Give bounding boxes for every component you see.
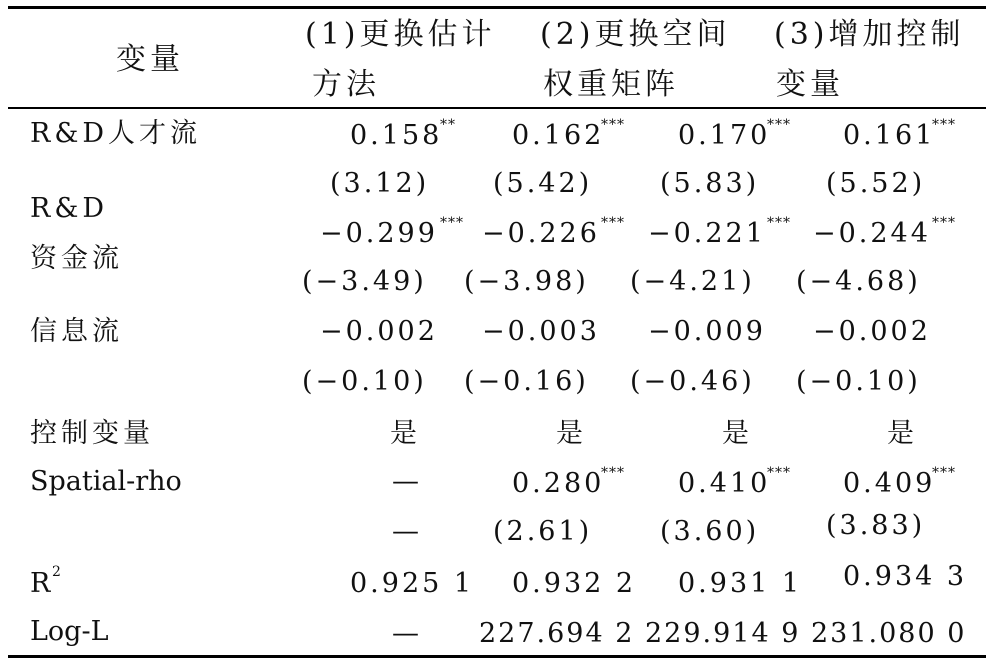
- capital-coef-col4: −0.244: [813, 218, 931, 249]
- info-t-col3: (−0.46): [630, 366, 755, 397]
- talent-t-col3: (5.83): [660, 168, 760, 199]
- control-col2: 是: [556, 418, 587, 449]
- talent-coef-col3: 0.170: [678, 120, 771, 151]
- talent-sig-col1: **: [440, 117, 456, 133]
- control-col1: 是: [390, 418, 421, 449]
- rho-coef-col4: 0.409: [843, 468, 936, 499]
- talent-coef-col2: 0.162: [512, 120, 605, 151]
- talent-t-col1: (3.12): [330, 168, 430, 199]
- r2-col4: 0.934 3: [843, 561, 968, 592]
- logl-col2: 227.694 2: [479, 618, 635, 649]
- rho-t-col2: (2.61): [493, 516, 593, 547]
- info-coef-col1: −0.002: [320, 316, 438, 347]
- capital-sig-col2: ***: [601, 215, 625, 231]
- label-r2: R: [30, 568, 55, 599]
- header-col3-line2: 变量: [776, 67, 844, 102]
- rho-coef-col3: 0.410: [678, 468, 771, 499]
- logl-col4: 231.080 0: [811, 618, 967, 649]
- header-col2-line2: 权重矩阵: [543, 67, 679, 102]
- top-rule: [8, 6, 986, 9]
- rho-coef-col1: —: [392, 466, 422, 497]
- control-col4: 是: [887, 418, 918, 449]
- capital-sig-col4: ***: [932, 215, 956, 231]
- info-coef-col3: −0.009: [648, 316, 766, 347]
- rho-sig-col3: ***: [767, 465, 791, 481]
- label-rd-talent: R&D人才流: [30, 118, 202, 149]
- header-col1-line1: (1)更换估计: [305, 17, 496, 52]
- header-col1-line2: 方法: [312, 67, 380, 102]
- bottom-rule: [8, 655, 986, 658]
- rho-t-col4: (3.83): [826, 510, 926, 541]
- logl-col1: —: [392, 618, 422, 649]
- label-info-flow: 信息流: [30, 316, 123, 347]
- talent-sig-col2: ***: [601, 117, 625, 133]
- label-rd-capital-line2: 资金流: [30, 243, 123, 274]
- rho-sig-col2: ***: [601, 465, 625, 481]
- header-col2-line1: (2)更换空间: [540, 17, 731, 52]
- capital-coef-col3: −0.221: [648, 218, 766, 249]
- capital-t-col1: (−3.49): [302, 266, 427, 297]
- info-t-col1: (−0.10): [302, 366, 427, 397]
- talent-coef-col4: 0.161: [843, 120, 936, 151]
- header-rule: [8, 107, 986, 109]
- talent-sig-col3: ***: [767, 117, 791, 133]
- logl-col3: 229.914 9: [645, 618, 801, 649]
- capital-sig-col3: ***: [767, 215, 791, 231]
- capital-t-col2: (−3.98): [464, 266, 589, 297]
- header-col3-line1: (3)增加控制: [774, 17, 965, 52]
- info-t-col4: (−0.10): [796, 366, 921, 397]
- r2-col1: 0.925 1: [350, 568, 475, 599]
- header-variable: 变量: [116, 42, 184, 77]
- capital-t-col4: (−4.68): [796, 266, 921, 297]
- r2-col3: 0.931 1: [678, 568, 803, 599]
- rho-t-col1: —: [392, 516, 422, 547]
- info-coef-col2: −0.003: [482, 316, 600, 347]
- capital-coef-col2: −0.226: [482, 218, 600, 249]
- rho-coef-col2: 0.280: [512, 468, 605, 499]
- label-logl: Log-L: [30, 616, 109, 647]
- label-rd-capital-line1: R&D: [30, 193, 109, 224]
- info-t-col2: (−0.16): [464, 366, 589, 397]
- capital-sig-col1: ***: [440, 215, 464, 231]
- r2-col2: 0.932 2: [512, 568, 637, 599]
- talent-t-col2: (5.42): [493, 168, 593, 199]
- label-control: 控制变量: [30, 418, 154, 449]
- talent-coef-col1: 0.158: [350, 120, 443, 151]
- capital-coef-col1: −0.299: [320, 218, 438, 249]
- info-coef-col4: −0.002: [813, 316, 931, 347]
- rho-t-col3: (3.60): [660, 516, 760, 547]
- talent-t-col4: (5.52): [826, 168, 926, 199]
- control-col3: 是: [722, 418, 753, 449]
- rho-sig-col4: ***: [932, 465, 956, 481]
- capital-t-col3: (−4.21): [630, 266, 755, 297]
- talent-sig-col4: ***: [932, 117, 956, 133]
- label-rho: Spatial-rho: [30, 466, 182, 497]
- label-r2-superscript: 2: [52, 564, 62, 580]
